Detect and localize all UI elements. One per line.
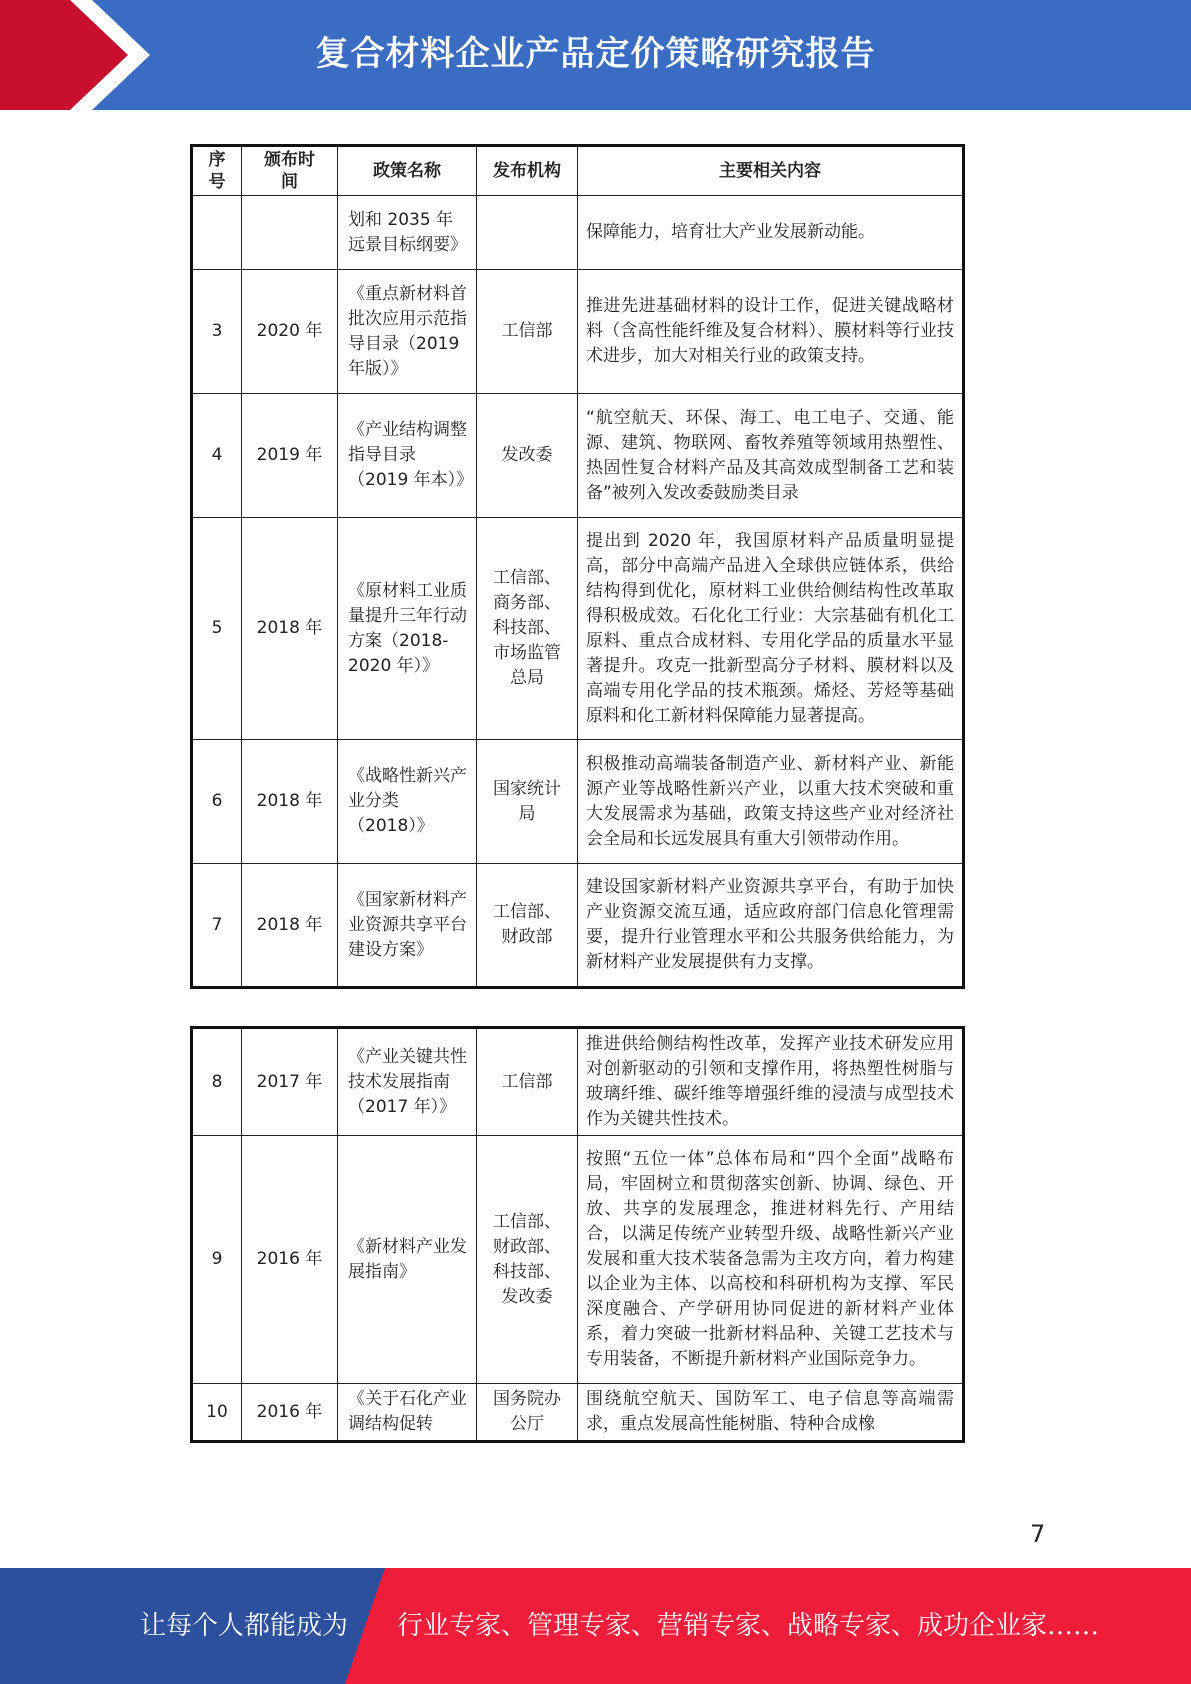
table-row (192, 196, 964, 270)
cell-content: 建设国家新材料产业资源共享平台，有助于加快产业资源交流互通，适应政府部门信息化管理需要，提升行业管理水平和公共服务供给能力，为新材料产业发展提供有力支撑。 (578, 864, 964, 988)
cell-content: 围绕航空航天、国防军工、电子信息等高端需求，重点发展高性能树脂、特种合成橡 (578, 1384, 964, 1442)
cell-no: 6 (192, 740, 242, 864)
cell-no: 7 (192, 864, 242, 988)
cell-org: 工信部 (477, 270, 578, 394)
cell-content: 保障能力，培育壮大产业发展新动能。 (578, 196, 964, 270)
cell-content: 提出到 2020 年，我国原材料产品质量明显提高，部分中高端产品进入全球供应链体系，供给结构得到优化，原材料工业供给侧结构性改革取得积极成效。石化化工行业：大宗基础有机化工原料、重点合成材料、专用化学品的质量水平显著提升。攻克一批新型高分子材料、膜材料以及高端专用化学品的技术瓶颈。烯烃、芳烃等基础原料和化工新材料保障能力显著提高。 (578, 518, 964, 740)
cell-policy-name: 《重点新材料首批次应用示范指导目录（2019 年版）》 (338, 270, 477, 394)
table-row (192, 394, 964, 518)
cell-policy-name: 《战略性新兴产业分类（2018）》 (338, 740, 477, 864)
table-row (192, 740, 964, 864)
cell-no: 10 (192, 1384, 242, 1442)
report-title: 复合材料企业产品定价策略研究报告 (315, 34, 876, 74)
cell-no: 3 (192, 270, 242, 394)
cell-date (242, 196, 338, 270)
cell-date: 2018 年 (242, 740, 338, 864)
table-row (192, 270, 964, 394)
page-header (0, 0, 1191, 110)
cell-content: 积极推动高端装备制造产业、新材料产业、新能源产业等战略性新兴产业，以重大技术突破和重大发展需求为基础，政策支持这些产业对经济社会全局和长远发展具有重大引领带动作用。 (578, 740, 964, 864)
table-row (192, 1384, 964, 1442)
cell-org: 工信部、财政部、科技部、发改委 (477, 1136, 578, 1384)
cell-policy-name: 《原材料工业质量提升三年行动方案（2018-2020 年）》 (338, 518, 477, 740)
policy-table-part2 (190, 1026, 965, 1443)
cell-org: 国家统计局 (477, 740, 578, 864)
cell-policy-name: 《新材料产业发展指南》 (338, 1136, 477, 1384)
table-row (192, 1136, 964, 1384)
cell-date: 2018 年 (242, 518, 338, 740)
cell-org: 工信部、商务部、科技部、市场监管总局 (477, 518, 578, 740)
cell-org: 工信部 (477, 1028, 578, 1136)
cell-policy-name: 划和 2035 年远景目标纲要》 (338, 196, 477, 270)
cell-org: 发改委 (477, 394, 578, 518)
cell-no: 5 (192, 518, 242, 740)
page-footer (0, 1568, 1191, 1684)
cell-content: 推进供给侧结构性改革，发挥产业技术研发应用对创新驱动的引领和支撑作用，将热塑性树脂与玻璃纤维、碳纤维等增强纤维的浸渍与成型技术作为关键共性技术。 (578, 1028, 964, 1136)
header-no: 序号 (192, 146, 242, 196)
policy-table-part1 (190, 144, 965, 989)
table-row (192, 864, 964, 988)
cell-policy-name: 《产业结构调整指导目录（2019 年本）》 (338, 394, 477, 518)
footer-slogan-left: 让每个人都能成为 (140, 1611, 349, 1641)
cell-date: 2020 年 (242, 270, 338, 394)
cell-date: 2019 年 (242, 394, 338, 518)
cell-policy-name: 《国家新材料产业资源共享平台建设方案》 (338, 864, 477, 988)
cell-no: 4 (192, 394, 242, 518)
cell-no (192, 196, 242, 270)
header-date: 颁布时间 (242, 146, 338, 196)
page-number: 7 (1030, 1520, 1046, 1548)
cell-org: 国务院办公厅 (477, 1384, 578, 1442)
cell-date: 2016 年 (242, 1136, 338, 1384)
table-row (192, 518, 964, 740)
cell-no: 8 (192, 1028, 242, 1136)
footer-slogan-right: 行业专家、管理专家、营销专家、战略专家、成功企业家…… (397, 1611, 1100, 1641)
cell-policy-name: 《产业关键共性技术发展指南（2017 年）》 (338, 1028, 477, 1136)
cell-date: 2016 年 (242, 1384, 338, 1442)
cell-content: “航空航天、环保、海工、电工电子、交通、能源、建筑、物联网、畜牧养殖等领域用热塑性、热固性复合材料产品及其高效成型制备工艺和装备”被列入发改委鼓励类目录 (578, 394, 964, 518)
cell-date: 2017 年 (242, 1028, 338, 1136)
header-org: 发布机构 (477, 146, 578, 196)
cell-no: 9 (192, 1136, 242, 1384)
header-content: 主要相关内容 (578, 146, 964, 196)
header-name: 政策名称 (338, 146, 477, 196)
table-row (192, 1028, 964, 1136)
cell-date: 2018 年 (242, 864, 338, 988)
cell-policy-name: 《关于石化产业调结构促转 (338, 1384, 477, 1442)
cell-org (477, 196, 578, 270)
cell-content: 按照“五位一体”总体布局和“四个全面”战略布局，牢固树立和贯彻落实创新、协调、绿色、开放、共享的发展理念，推进材料先行、产用结合，以满足传统产业转型升级、战略性新兴产业发展和重大技术装备急需为主攻方向，着力构建以企业为主体、以高校和科研机构为支撑、军民深度融合、产学研用协同促进的新材料产业体系，着力突破一批新材料品种、关键工艺技术与专用装备，不断提升新材料产业国际竞争力。 (578, 1136, 964, 1384)
cell-content: 推进先进基础材料的设计工作，促进关键战略材料（含高性能纤维及复合材料）、膜材料等行业技术进步，加大对相关行业的政策支持。 (578, 270, 964, 394)
table-header-row (192, 146, 964, 196)
cell-org: 工信部、财政部 (477, 864, 578, 988)
